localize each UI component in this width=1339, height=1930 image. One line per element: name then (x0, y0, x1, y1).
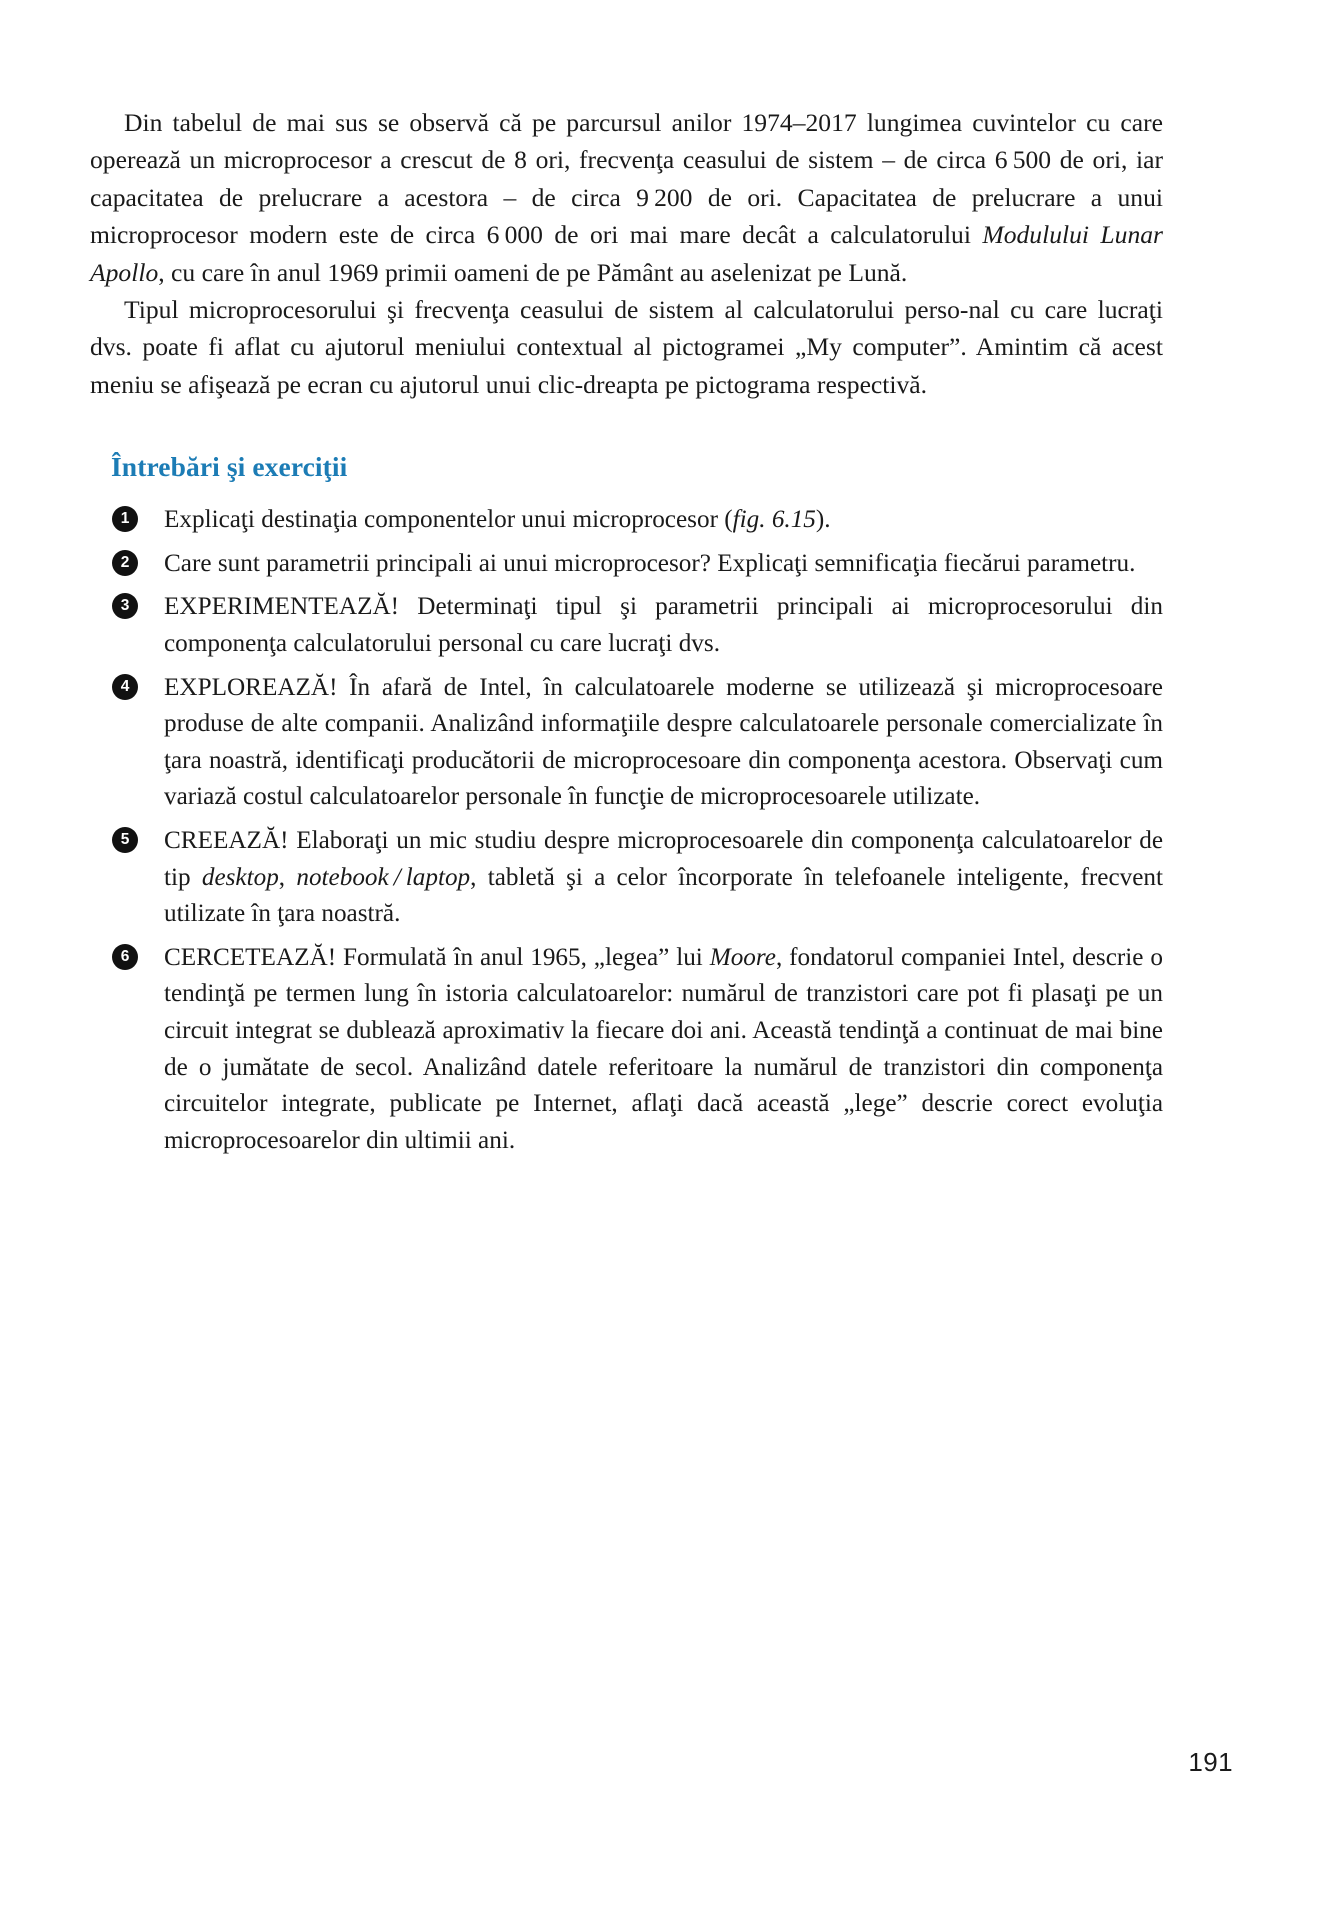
exercise-item-4-text: EXPLOREAZĂ! În afară de Intel, în calculatoarele moderne se utilizează şi microprocesoare produse de alte companii. Analizând informaţiile despre calculatoarele personale comercializate în ţara noastră, identificaţi producătorii de microprocesoare din componenţa acestora. Observaţi cum variază costul calculatoarelor personale în funcţie de microprocesoarele utilizate. (164, 673, 1163, 811)
exercise-item-6 (111, 940, 1163, 1160)
italic-moore: Moore (709, 943, 776, 971)
italic-desktop: desktop (201, 863, 279, 891)
exercise-item-5-text: CREEAZĂ! Elaboraţi un mic studiu despre microprocesoarele din componenţa calculatoarelor de tip desktop, notebook / laptop, tabletă şi a celor încorporate în telefoanele inteligente, frecvent utilizate în ţara noastră. (164, 827, 1164, 928)
exercise-list (111, 502, 1163, 1159)
italic-modulul-lunar-apollo: Modulului Lunar Apollo (90, 220, 1163, 287)
list-marker-4-icon: 4 (112, 674, 138, 700)
exercise-item-5 (111, 823, 1163, 933)
section-heading-intrebari-exercitii: Întrebări şi exerciţii (111, 451, 348, 483)
exercise-item-4 (111, 670, 1163, 816)
page-content (90, 104, 1163, 1159)
paragraph-intro: Din tabelul de mai sus se observă că pe parcursul anilor 1974–2017 lungimea cuvintelor cu care operează un microprocesor a crescut de 8 ori, frecvenţa ceasului de sistem – de circa 6 500 de ori, iar capacitatea de prelucrare a acestora – de circa 9 200 de ori. Capacitatea de prelucrare a unui microprocesor modern este de circa 6 000 de ori mai mare decât a calculatorului Modulului Lunar Apollo, cu care în anul 1969 primii oameni de pe Pământ au aselenizat pe Lună. (90, 108, 1163, 287)
list-marker-2-icon: 2 (112, 550, 138, 576)
italic-notebook-laptop: notebook / laptop (296, 863, 471, 891)
exercise-item-3-text: EXPERIMENTEAZĂ! Determinaţi tipul şi parametrii principali ai microprocesorului din componenţa calculatorului personal cu care lucraţi dvs. (164, 593, 1163, 658)
page-number: 191 (1188, 1747, 1233, 1777)
exercise-item-2-text: Care sunt parametrii principali ai unui microprocesor? Explicaţi semnificaţia fiecărui parametru. (164, 549, 1136, 577)
paragraph-microprocessor-info: Tipul microprocesorului şi frecvenţa ceasului de sistem al calculatorului perso‑nal cu care lucraţi dvs. poate fi aflat cu ajutorul meniului contextual al pictogramei „My computer”. Amintim că acest meniu se afişează pe ecran cu ajutorul unui clic-dreapta pe pictograma respectivă. (90, 295, 1163, 399)
list-marker-3-icon: 3 (112, 593, 138, 619)
exercise-item-1-text: Explicaţi destinaţia componentelor unui microprocesor (fig. 6.15). (164, 506, 831, 534)
exercise-item-2 (111, 546, 1163, 583)
exercise-item-6-text: CERCETEAZĂ! Formulată în anul 1965, „legea” lui Moore, fondatorul companiei Intel, descrie o tendinţă pe termen lung în istoria calculatoarelor: numărul de tranzistori care pot fi plasaţi pe un circuit integrat se dublează aproximativ la fiecare doi ani. Această tendinţă a continuat de mai bine de o jumătate de secol. Analizând datele referitoare la numărul de tranzistori din componenţa circuitelor integrate, publicate pe Internet, aflaţi dacă această „lege” descrie corect evoluţia microprocesoarelor din ultimii ani. (164, 943, 1163, 1154)
list-marker-5-icon: 5 (112, 827, 138, 853)
exercise-item-1 (111, 502, 1163, 539)
exercise-item-3 (111, 589, 1163, 662)
italic-fig-ref-1: fig. 6.15 (732, 506, 816, 534)
section-heading-block (111, 451, 1163, 483)
list-marker-1-icon: 1 (112, 506, 138, 532)
list-marker-6-icon: 6 (112, 944, 138, 970)
